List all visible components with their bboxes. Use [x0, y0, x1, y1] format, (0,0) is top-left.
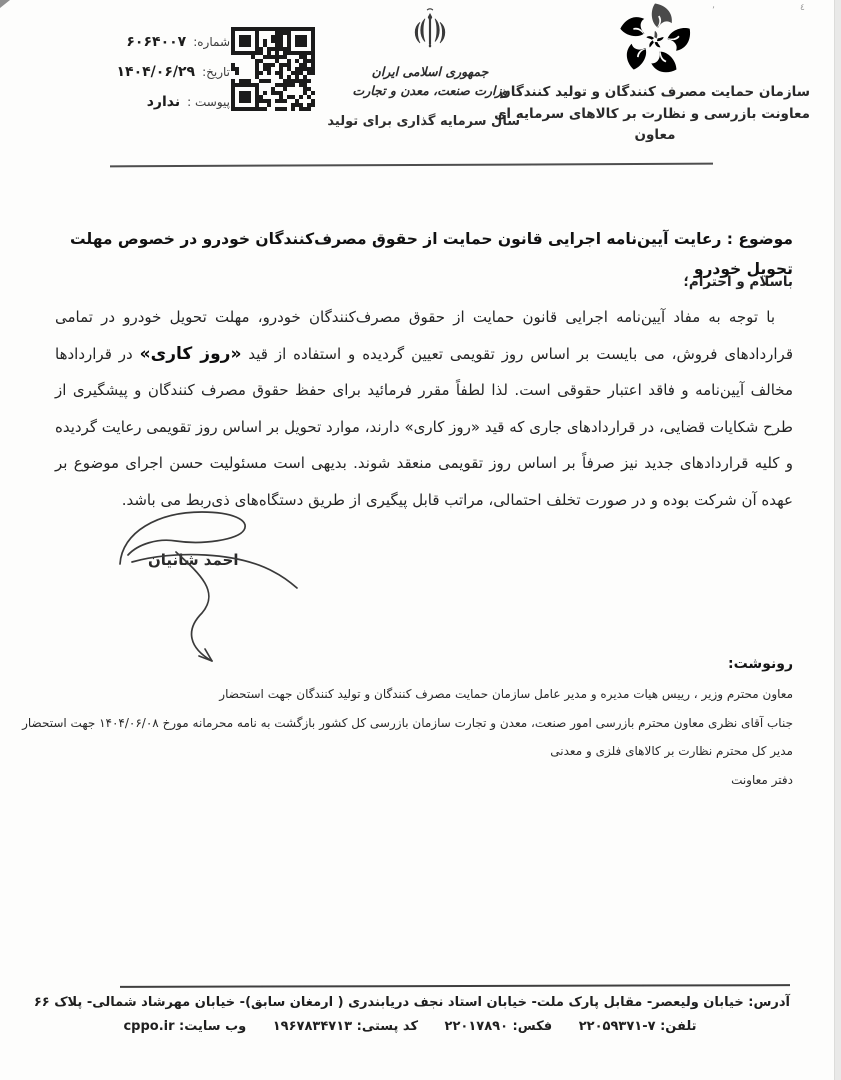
scan-edge-artifact — [834, 0, 841, 1080]
government-header — [327, 8, 520, 129]
footer-address: آدرس: خیابان ولیعصر- مقابل پارک ملت- خیابان استاد نجف دریابندری ( ارمغان سابق)- خیابان مهرشاد شمالی- پلاک ۶۶ — [33, 995, 790, 1010]
signer-name: احمد شانیان — [148, 551, 239, 569]
gov-title-line2: وزارت صنعت، معدن و تجارت — [352, 83, 508, 98]
body-bold-phrase: «روز کاری» — [139, 343, 242, 364]
cc-title: رونوشت: — [728, 656, 793, 672]
footer-postal-code: کد پستی: ۱۹۶۷۸۳۴۷۱۳ — [272, 1019, 418, 1034]
cc-item: مدیر کل محترم نظارت بر کالاهای فلزی و معدنی — [550, 744, 793, 758]
iran-emblem-icon — [407, 8, 453, 58]
letter-attachment-row — [58, 86, 230, 116]
cc-item: جناب آقای نظری معاون محترم بازرسی امور صنعت، معدن و تجارت سازمان بازرسی کل کشور بازگشت به نامه محرمانه مورخ ۱۴۰۴/۰۶/۰۸ جهت استحضار — [22, 715, 793, 730]
letter-attachment-label: پیوست : — [187, 95, 230, 109]
cc-item: معاون محترم وزیر ، رییس هیات مدیره و مدیر عامل سازمان حمایت مصرف کنندگان و تولید کنندگان جهت استحضار — [219, 687, 793, 701]
letter-date-value: ۱۴۰۴/۰۶/۲۹ — [116, 64, 196, 80]
letter-number-value: ۶۰۶۴۰۰۷ — [126, 34, 187, 50]
header-divider — [110, 163, 713, 168]
body-text-part1: با توجه به مفاد آیین‌نامه اجرایی قانون حمایت از حقوق مصرف‌کنندگان خودرو، مهلت تحویل خودرو در تمامی قراردادهای فروش، می بایست بر اساس روز تقویمی تعیین گردیده و استفاده از قید — [55, 308, 793, 363]
footer-website: وب سایت: cppo.ir — [123, 1019, 247, 1034]
footer-divider — [120, 984, 790, 988]
letter-body — [55, 299, 793, 518]
org-role: معاون — [634, 127, 676, 143]
letter-attachment-value: ندارد — [146, 94, 181, 110]
qr-code-icon — [231, 26, 315, 112]
letter-date-row — [58, 56, 230, 86]
scan-speck: ٬ — [712, 6, 715, 16]
organization-header — [494, 2, 810, 147]
letter-number-row — [58, 26, 230, 56]
body-text-part2: در قراردادها مخالف آیین‌نامه و فاقد اعتبار حقوقی است. لذا لطفاً مقرر فرمائید برای حفظ حقوق مصرف کنندگان و پیشگیری از طرح شکایات قضایی، در قراردادهای جاری که قید «روز کاری» دارند، موارد تحویل بر اساس روز تقویمی رعایت گردیده و کلیه قراردادهای جدید نیز صرفاً بر اساس روز تقویمی منعقد شوند. بدیهی است مسئولیت حسن اجرای موضوع بر عهده آن شرکت بوده و در صورت تخلف احتمالی، مراتب قابل پیگیری از طریق دستگاه‌های ذی‌ربط می باشد. — [55, 344, 793, 509]
footer-contacts — [60, 1019, 760, 1034]
org-department: معاونت بازرسی و نظارت بر کالاهای سرمایه ای — [494, 105, 810, 122]
letter-body-paragraph — [55, 299, 793, 518]
handwritten-signature-icon — [92, 500, 307, 670]
letter-date-label: تاریخ: — [202, 65, 230, 79]
letter-meta — [58, 26, 230, 116]
scan-speck: ٤ — [800, 3, 805, 13]
letter-number-label: شماره: — [193, 35, 230, 49]
org-name: سازمان حمایت مصرف کنندگان و تولید کنندگان — [499, 84, 810, 100]
cc-item: دفتر معاونت — [731, 772, 793, 787]
gov-title-line1: جمهوری اسلامی ایران — [371, 64, 489, 79]
letter-subject: موضوع : رعایت آیین‌نامه اجرایی قانون حمایت از حقوق مصرف‌کنندگان خودرو در خصوص مهلت تحویل خودرو — [69, 230, 793, 278]
letter-greeting: باسلام و احترام؛ — [683, 274, 793, 290]
gov-slogan: سال سرمایه گذاری برای تولید — [327, 114, 520, 129]
footer-phone: تلفن: ۷-۲۲۰۵۹۳۷۱ — [578, 1019, 697, 1034]
footer-fax: فکس: ۲۲۰۱۷۸۹۰ — [444, 1019, 553, 1034]
cc-section — [22, 656, 793, 794]
org-logo-icon — [612, 2, 698, 78]
scan-corner-artifact — [0, 0, 10, 8]
